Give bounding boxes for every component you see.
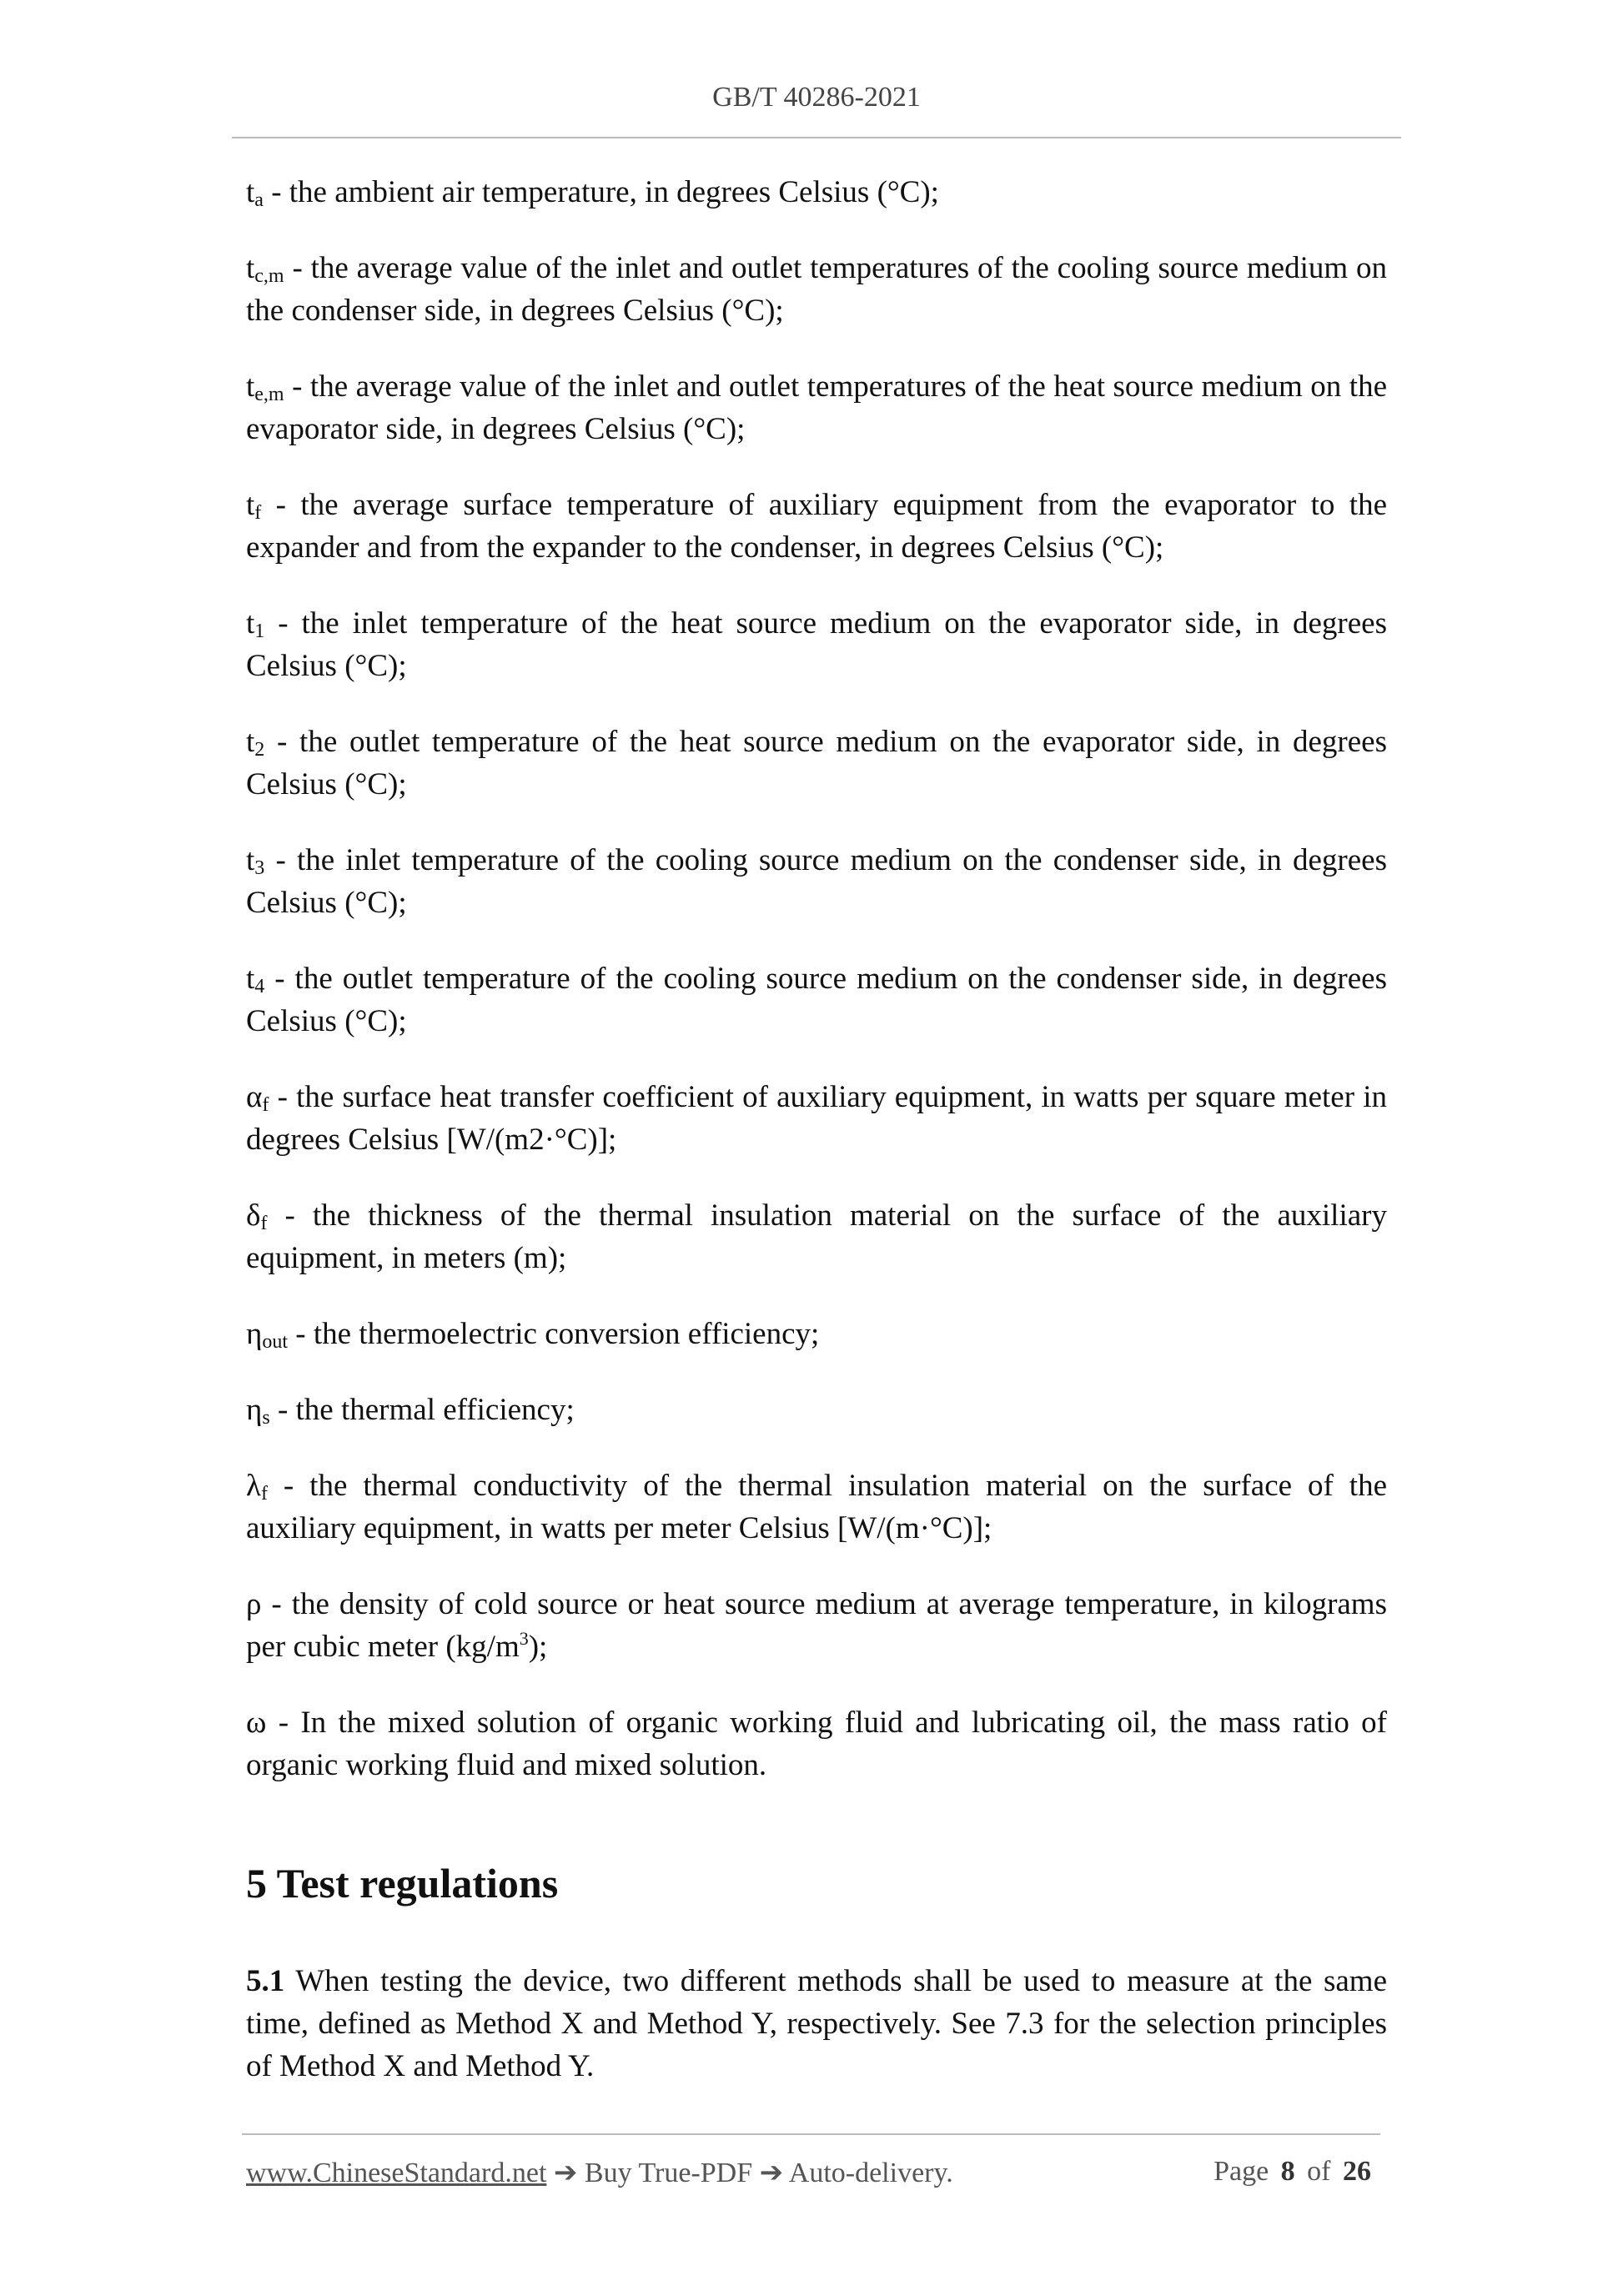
definition-item	[246, 602, 1387, 687]
superscript: 3	[519, 1628, 529, 1649]
definition-symbol: $t_{e,m}$	[246, 369, 284, 405]
total-pages: 26	[1343, 2156, 1371, 2187]
definition-symbol: $t_a$	[246, 175, 264, 211]
definition-symbol: $\delta_f$	[246, 1198, 268, 1234]
arrow-icon: ➔	[553, 2158, 578, 2188]
clause-text: When testing the device, two different methods shall be used to measure at the same time, defined as Method X and Method Y, respectively. See 7.3 for the selection principles of Method X and Method Y.	[246, 1964, 1387, 2083]
definition-text: - the inlet temperature of the heat source medium on the evaporator side, in degrees Celsius (°C);	[246, 606, 1387, 683]
definition-text: - the thickness of the thermal insulation material on the surface of the auxiliary equipment, in meters (m);	[246, 1198, 1387, 1275]
buy-text: Buy True-PDF	[584, 2158, 753, 2188]
definition-symbol: $\eta_{out}$	[246, 1317, 289, 1353]
definition-text: - In the mixed solution of organic working fluid and lubricating oil, the mass ratio of organic working fluid and mixed solution.	[246, 1706, 1387, 1782]
definition-text: - the average value of the inlet and outlet temperatures of the heat source medium on the evaporator side, in degrees Celsius (°C);	[246, 369, 1387, 446]
definition-text: - the average surface temperature of auxiliary equipment from the evaporator to the expander and from the expander to the condenser, in degrees Celsius (°C);	[246, 488, 1387, 565]
definition-text: - the inlet temperature of the cooling source medium on the condenser side, in degrees Celsius (°C);	[246, 843, 1387, 920]
definition-symbol: ω	[246, 1706, 267, 1740]
header-divider	[232, 137, 1401, 138]
definition-item	[246, 365, 1387, 450]
section-paragraph	[246, 1960, 1387, 2088]
definition-text: - the surface heat transfer coefficient of auxiliary equipment, in watts per square meter in degrees Celsius [W/(m2·°C)];	[246, 1080, 1387, 1157]
definition-item	[246, 247, 1387, 332]
definition-symbol: $t_1$	[246, 606, 265, 642]
definition-item: ρ - the density of cold source or heat source medium at average temperature, in kilograms per cubic meter $(kg/m^3)$;	[246, 1587, 1387, 1664]
definition-item	[246, 721, 1387, 806]
definition-symbol: $t_3$	[246, 843, 265, 879]
definition-text: - the thermal conductivity of the thermal insulation material on the surface of the auxiliary equipment, in watts per meter Celsius [W/(m·°C)];	[246, 1469, 1387, 1545]
definition-item	[246, 484, 1387, 569]
page-number: Page 8 of 26	[1213, 2156, 1371, 2187]
document-body	[246, 171, 1387, 2088]
definition-text: - the outlet temperature of the cooling source medium on the condenser side, in degrees Celsius (°C);	[246, 962, 1387, 1038]
definition-item	[246, 1389, 1387, 1431]
definition-item	[246, 957, 1387, 1042]
definitions-list	[246, 171, 1387, 1786]
definition-item	[246, 1076, 1387, 1161]
definition-text: - the ambient air temperature, in degrees Celsius (°C);	[263, 175, 939, 209]
definition-text: - the thermoelectric conversion efficiency;	[288, 1317, 820, 1351]
definition-item	[246, 1194, 1387, 1279]
definition-symbol: $t_f$	[246, 488, 262, 524]
definition-symbol: $t_2$	[246, 725, 265, 761]
definition-item	[246, 171, 1387, 214]
definition-text: - the thermal efficiency;	[269, 1393, 575, 1427]
definition-symbol: $t_{c,m}$	[246, 251, 284, 287]
definition-text: - the outlet temperature of the heat source medium on the evaporator side, in degrees Celsius (°C);	[246, 725, 1387, 801]
definition-symbol: ρ	[246, 1587, 262, 1621]
footer-promo	[246, 2156, 953, 2189]
definition-text: - the average value of the inlet and outlet temperatures of the cooling source medium on the condenser side, in degrees Celsius (°C);	[246, 251, 1387, 328]
definition-symbol: $t_4$	[246, 962, 265, 997]
definition-text: - the density of cold source or heat source medium at average temperature, in kilograms per cubic meter (kg/m	[246, 1587, 1387, 1664]
section-heading: 5 Test regulations	[246, 1860, 559, 1907]
definition-symbol: $\lambda_f$	[246, 1469, 268, 1505]
current-page: 8	[1280, 2156, 1295, 2187]
footer-divider	[242, 2133, 1380, 2135]
definition-symbol: $\alpha_f$	[246, 1080, 269, 1116]
definition-item	[246, 839, 1387, 924]
clause-number: 5.1	[246, 1964, 285, 1998]
document-header: GB/T 40286-2021	[712, 82, 921, 113]
definition-item	[246, 1701, 1387, 1786]
delivery-text: Auto-delivery.	[788, 2158, 953, 2188]
website-link[interactable]: www.ChineseStandard.net	[246, 2158, 547, 2188]
definition-symbol: $\eta_s$	[246, 1393, 270, 1429]
definition-item	[246, 1313, 1387, 1355]
definition-item	[246, 1465, 1387, 1550]
arrow-icon: ➔	[759, 2158, 784, 2188]
